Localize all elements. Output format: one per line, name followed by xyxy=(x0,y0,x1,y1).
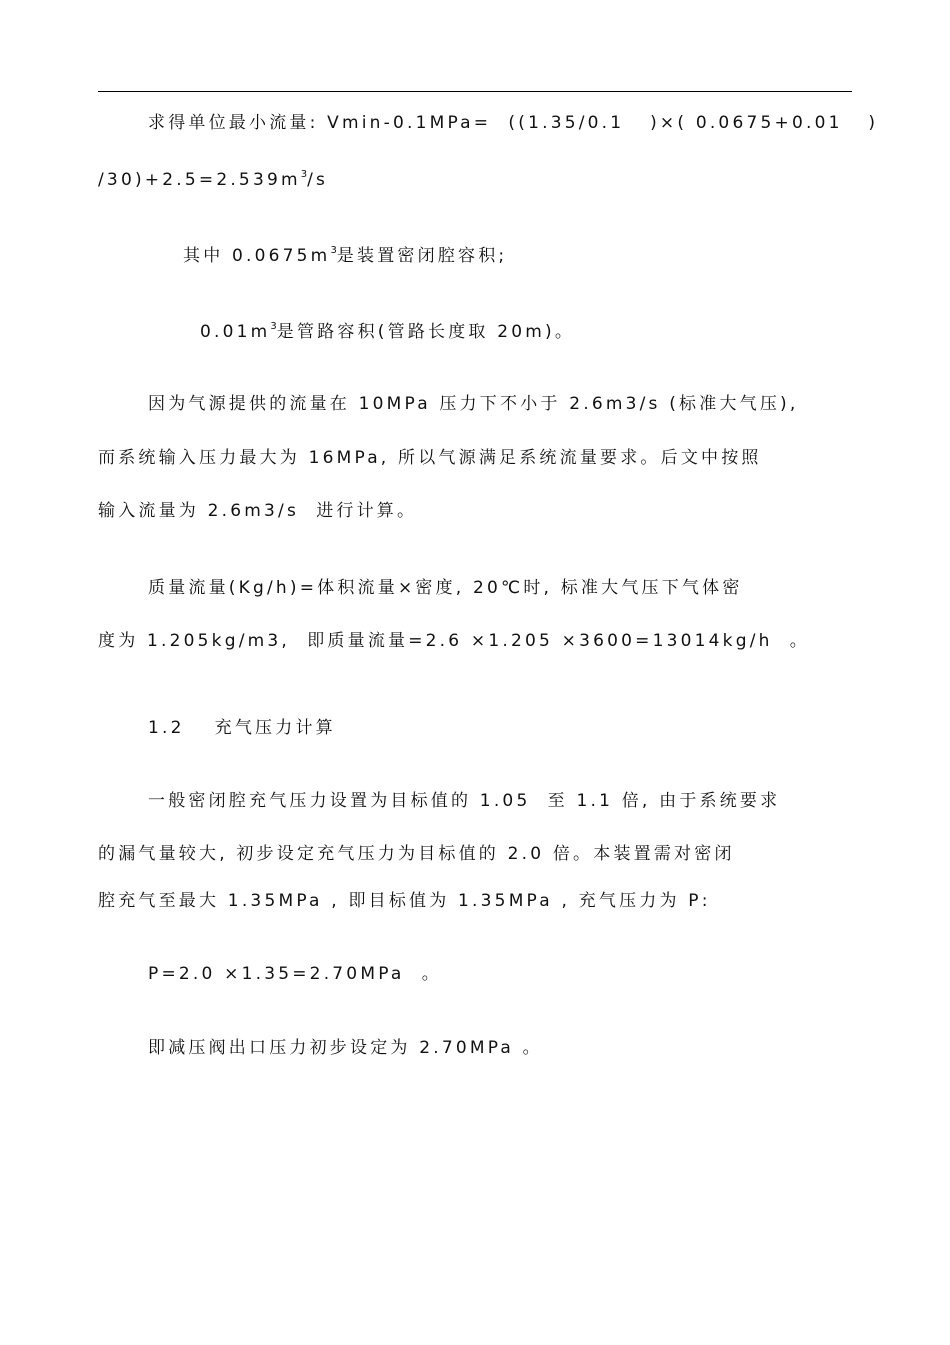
para2-line2: 而系统输入压力最大为 16MPa, 所以气源满足系统流量要求。后文中按照 xyxy=(98,448,762,468)
note1-desc: 是装置密闭腔容积; xyxy=(336,246,508,266)
para1-line1: 求得单位最小流量: Vmin-0.1MPa= ((1.35/0.1 )×( 0.0675+0.01 ) xyxy=(148,113,879,133)
para1-line2-text: /30)+2.5=2.539m xyxy=(98,170,301,190)
superscript-3: 3 xyxy=(300,169,308,180)
header-rule xyxy=(98,91,852,92)
para4-line2: 的漏气量较大, 初步设定充气压力为目标值的 2.0 倍。本装置需对密闭 xyxy=(98,844,735,864)
note2-text: 0.01m xyxy=(200,322,271,342)
para4-line1: 一般密闭腔充气压力设置为目标值的 1.05 至 1.1 倍, 由于系统要求 xyxy=(148,791,781,811)
para2-line3: 输入流量为 2.6m3/s 进行计算。 xyxy=(98,501,418,521)
note2-desc: 是管路容积(管路长度取 20m)。 xyxy=(276,322,576,342)
conclusion-line: 即减压阀出口压力初步设定为 2.70MPa 。 xyxy=(148,1038,543,1058)
section-number: 1.2 xyxy=(148,718,185,738)
para3-line2: 度为 1.205kg/m3, 即质量流量=2.6 ×1.205 ×3600=13014kg/h 。 xyxy=(98,631,810,651)
para1-line2 xyxy=(98,164,858,191)
superscript-3: 3 xyxy=(330,245,337,256)
superscript-3: 3 xyxy=(270,321,277,332)
para1-line2-unit: /s xyxy=(307,170,329,190)
note-pipe-volume xyxy=(200,316,950,343)
formula-line: P=2.0 ×1.35=2.70MPa 。 xyxy=(148,964,442,984)
note-chamber-volume xyxy=(183,240,943,267)
para3-line1: 质量流量(Kg/h)=体积流量×密度, 20℃时, 标准大气压下气体密 xyxy=(148,578,743,598)
section-heading xyxy=(148,717,908,739)
note1-text: 其中 0.0675m xyxy=(183,246,331,266)
para2-line1: 因为气源提供的流量在 10MPa 压力下不小于 2.6m3/s (标准大气压), xyxy=(148,394,799,414)
para4-line3: 腔充气至最大 1.35MPa , 即目标值为 1.35MPa , 充气压力为 P: xyxy=(98,891,711,911)
section-title: 充气压力计算 xyxy=(214,718,336,738)
